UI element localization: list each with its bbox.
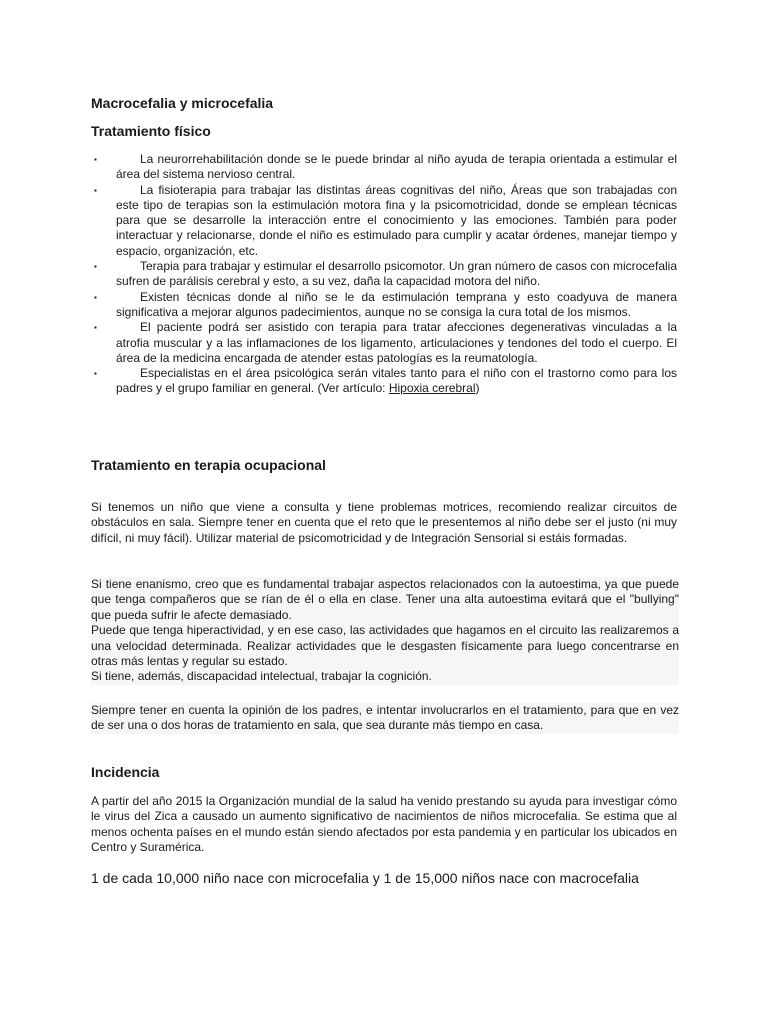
paragraph-line-discapacidad: Si tiene, además, discapacidad intelectual, trabajar la cognición. <box>91 669 432 684</box>
square-bullet-icon: ▪ <box>94 185 97 195</box>
square-bullet-icon: ▪ <box>94 262 97 272</box>
list-item <box>91 183 677 259</box>
treatment-bullet-list <box>91 152 677 397</box>
list-item-text: Terapia para trabajar y estimular el desarrollo psicomotor. Un gran número de casos con microcefalia sufren de parálisis cerebral y esto, a su vez, daña la capacidad motora del niño. <box>116 259 677 289</box>
list-item-text: Existen técnicas donde al niño se le da estimulación temprana y esto coadyuva de manera significativa a mejorar algunos padecimientos, aunque no se consiga la cura total de los mismos. <box>116 289 677 319</box>
paragraph-line-hiperactividad: Puede que tenga hiperactividad, y en ese caso, las actividades que hagamos en el circuito las realizaremos a una velocidad determinada. Realizar actividades que le desgasten físicamente para luego concentrarse en otras más lentas y regular su estado. <box>91 623 679 669</box>
list-item-text-before-link: Especialistas en el área psicológica serán vitales tanto para el niño con el trastorno como para los padres y el grupo familiar en general. (Ver artículo: <box>116 366 677 396</box>
document-title: Macrocefalia y microcefalia <box>91 95 274 111</box>
square-bullet-icon: ▪ <box>94 323 97 333</box>
list-item <box>91 320 677 366</box>
square-bullet-icon: ▪ <box>94 369 97 379</box>
list-item-text: La neurorrehabilitación donde se le puede brindar al niño ayuda de terapia orientada a estimular el área del sistema nervioso central. <box>116 152 677 182</box>
paragraph-casos-especiales <box>91 577 679 685</box>
paragraph-circuitos: Si tenemos un niño que viene a consulta y tiene problemas motrices, recomiendo realizar circuitos de obstáculos en sala. Siempre tener en cuenta que el reto que le presentemos al niño debe ser el justo (ni muy difícil, ni muy fácil). Utilizar material de psicomotricidad y de Integración Sensorial si estáis formadas. <box>91 500 677 545</box>
list-item <box>91 152 677 183</box>
list-item-text: El paciente podrá ser asistido con terapia para tratar afecciones degenerativas vinculadas a la atrofia muscular y a las inflamaciones de los ligamento, articulaciones y tendones del todo el cuerpo. El área de la medicina encargada de atender estas patologías es la reumatología. <box>116 320 677 365</box>
square-bullet-icon: ▪ <box>94 292 97 302</box>
list-item <box>91 366 677 397</box>
paragraph-line-enanismo: Si tiene enanismo, creo que es fundamental trabajar aspectos relacionados con la autoestima, ya que puede que tenga compañeros que se rían de él o ella en clase. Tener una alta autoestima evitará que el "bullying" que pueda sufrir le afecte demasiado. <box>91 577 679 622</box>
square-bullet-icon: ▪ <box>94 155 97 164</box>
paragraph-opinion-padres: Siempre tener en cuenta la opinión de los padres, e intentar involucrarlos en el tratamiento, para que en vez de ser una o dos horas de tratamiento en sala, que sea durante más tiempo en casa. <box>91 703 679 733</box>
list-item <box>91 259 677 290</box>
section-heading-terapia-ocupacional: Tratamiento en terapia ocupacional <box>91 457 326 473</box>
hipoxia-cerebral-link[interactable]: Hipoxia cerebral <box>388 381 476 396</box>
list-item-text <box>116 366 677 397</box>
incidence-statistic-note: 1 de cada 10,000 niño nace con microcefalia y 1 de 15,000 niños nace con macrocefalia <box>91 870 639 886</box>
paragraph-incidencia: A partir del año 2015 la Organización mundial de la salud ha venido prestando su ayuda para investigar cómo le virus del Zica a causado un aumento significativo de nacimientos de niños microcefalia. Se estima que al menos ochenta países en el mundo están siendo afectados por esta pandemia y en particular los ubicados en Centro y Suramérica. <box>91 794 677 855</box>
list-item-text: La fisioterapia para trabajar las distintas áreas cognitivas del niño, Áreas que son trabajadas con este tipo de terapias son la estimulación motora fina y la psicomotricidad, donde se emplean técnicas para que se desarrolle la interacción entre el conocimiento y las emociones. También para poder interactuar y relacionarse, donde el niño es estimulado para cumplir y acatar órdenes, manejar tiempo y espacio, organización, etc. <box>116 182 677 258</box>
list-item-text-after-link: ) <box>475 381 480 396</box>
section-heading-tratamiento-fisico: Tratamiento físico <box>91 123 211 139</box>
section-heading-incidencia: Incidencia <box>91 764 160 780</box>
list-item <box>91 290 677 321</box>
